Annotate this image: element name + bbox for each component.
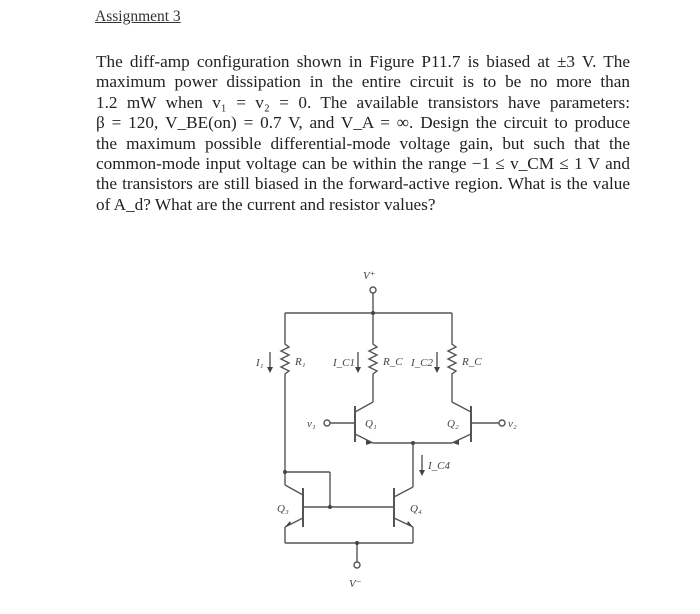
ic1-label: I_C1 xyxy=(333,357,355,369)
r1-label: R₁ xyxy=(295,356,306,368)
rc1-label: R_C xyxy=(383,356,403,368)
problem-line: The diff-amp configuration shown in Figure P11.7 is biased at ±3 V. The xyxy=(96,52,630,71)
arrow-down-icon xyxy=(267,367,273,373)
vplus-label: V⁺ xyxy=(363,270,376,282)
q1-label: Q₁ xyxy=(365,418,377,430)
problem-line: maximum power dissipation in the entire circuit is to be no more than xyxy=(96,72,630,92)
ic2-label: I_C2 xyxy=(411,357,433,369)
problem-line: the maximum possible differential-mode voltage gain, but such that the xyxy=(96,133,630,153)
problem-line: of A_d? What are the current and resistor values? xyxy=(96,194,436,214)
vminus-label: V⁻ xyxy=(349,578,362,590)
problem-line: the transistors are still biased in the forward-active region. What is the value xyxy=(96,174,630,194)
problem-line: common-mode input voltage can be within the range −1 ≤ v_CM ≤ 1 V and xyxy=(96,153,630,173)
v2-label: v₂ xyxy=(508,418,517,430)
vplus-terminal xyxy=(370,287,376,293)
resistor-r1 xyxy=(281,340,289,377)
problem-line: β = 120, V_BE(on) = 0.7 V, and V_A = ∞. Design the circuit to produce xyxy=(96,113,630,133)
v1-label: v₁ xyxy=(307,418,316,430)
problem-line: 1.2 mW when v₁ = v₂ = 0. The available transistors have parameters: xyxy=(96,92,630,112)
i1-label: I₁ xyxy=(256,357,264,369)
vminus-terminal xyxy=(354,562,360,568)
resistor-rc2 xyxy=(448,340,456,377)
ic4-label: I_C4 xyxy=(428,460,450,472)
assignment-title: Assignment 3 xyxy=(95,8,181,25)
v1-terminal[interactable] xyxy=(324,420,330,426)
arrow-down-icon xyxy=(355,367,361,373)
arrow-down-icon xyxy=(434,367,440,373)
q4-label: Q₄ xyxy=(410,503,422,515)
rc2-label: R_C xyxy=(462,356,482,368)
q2-label: Q₂ xyxy=(447,418,459,430)
resistor-rc1 xyxy=(369,340,377,377)
q3-label: Q₃ xyxy=(277,503,289,515)
v2-terminal[interactable] xyxy=(499,420,505,426)
arrow-down-icon xyxy=(419,470,425,476)
